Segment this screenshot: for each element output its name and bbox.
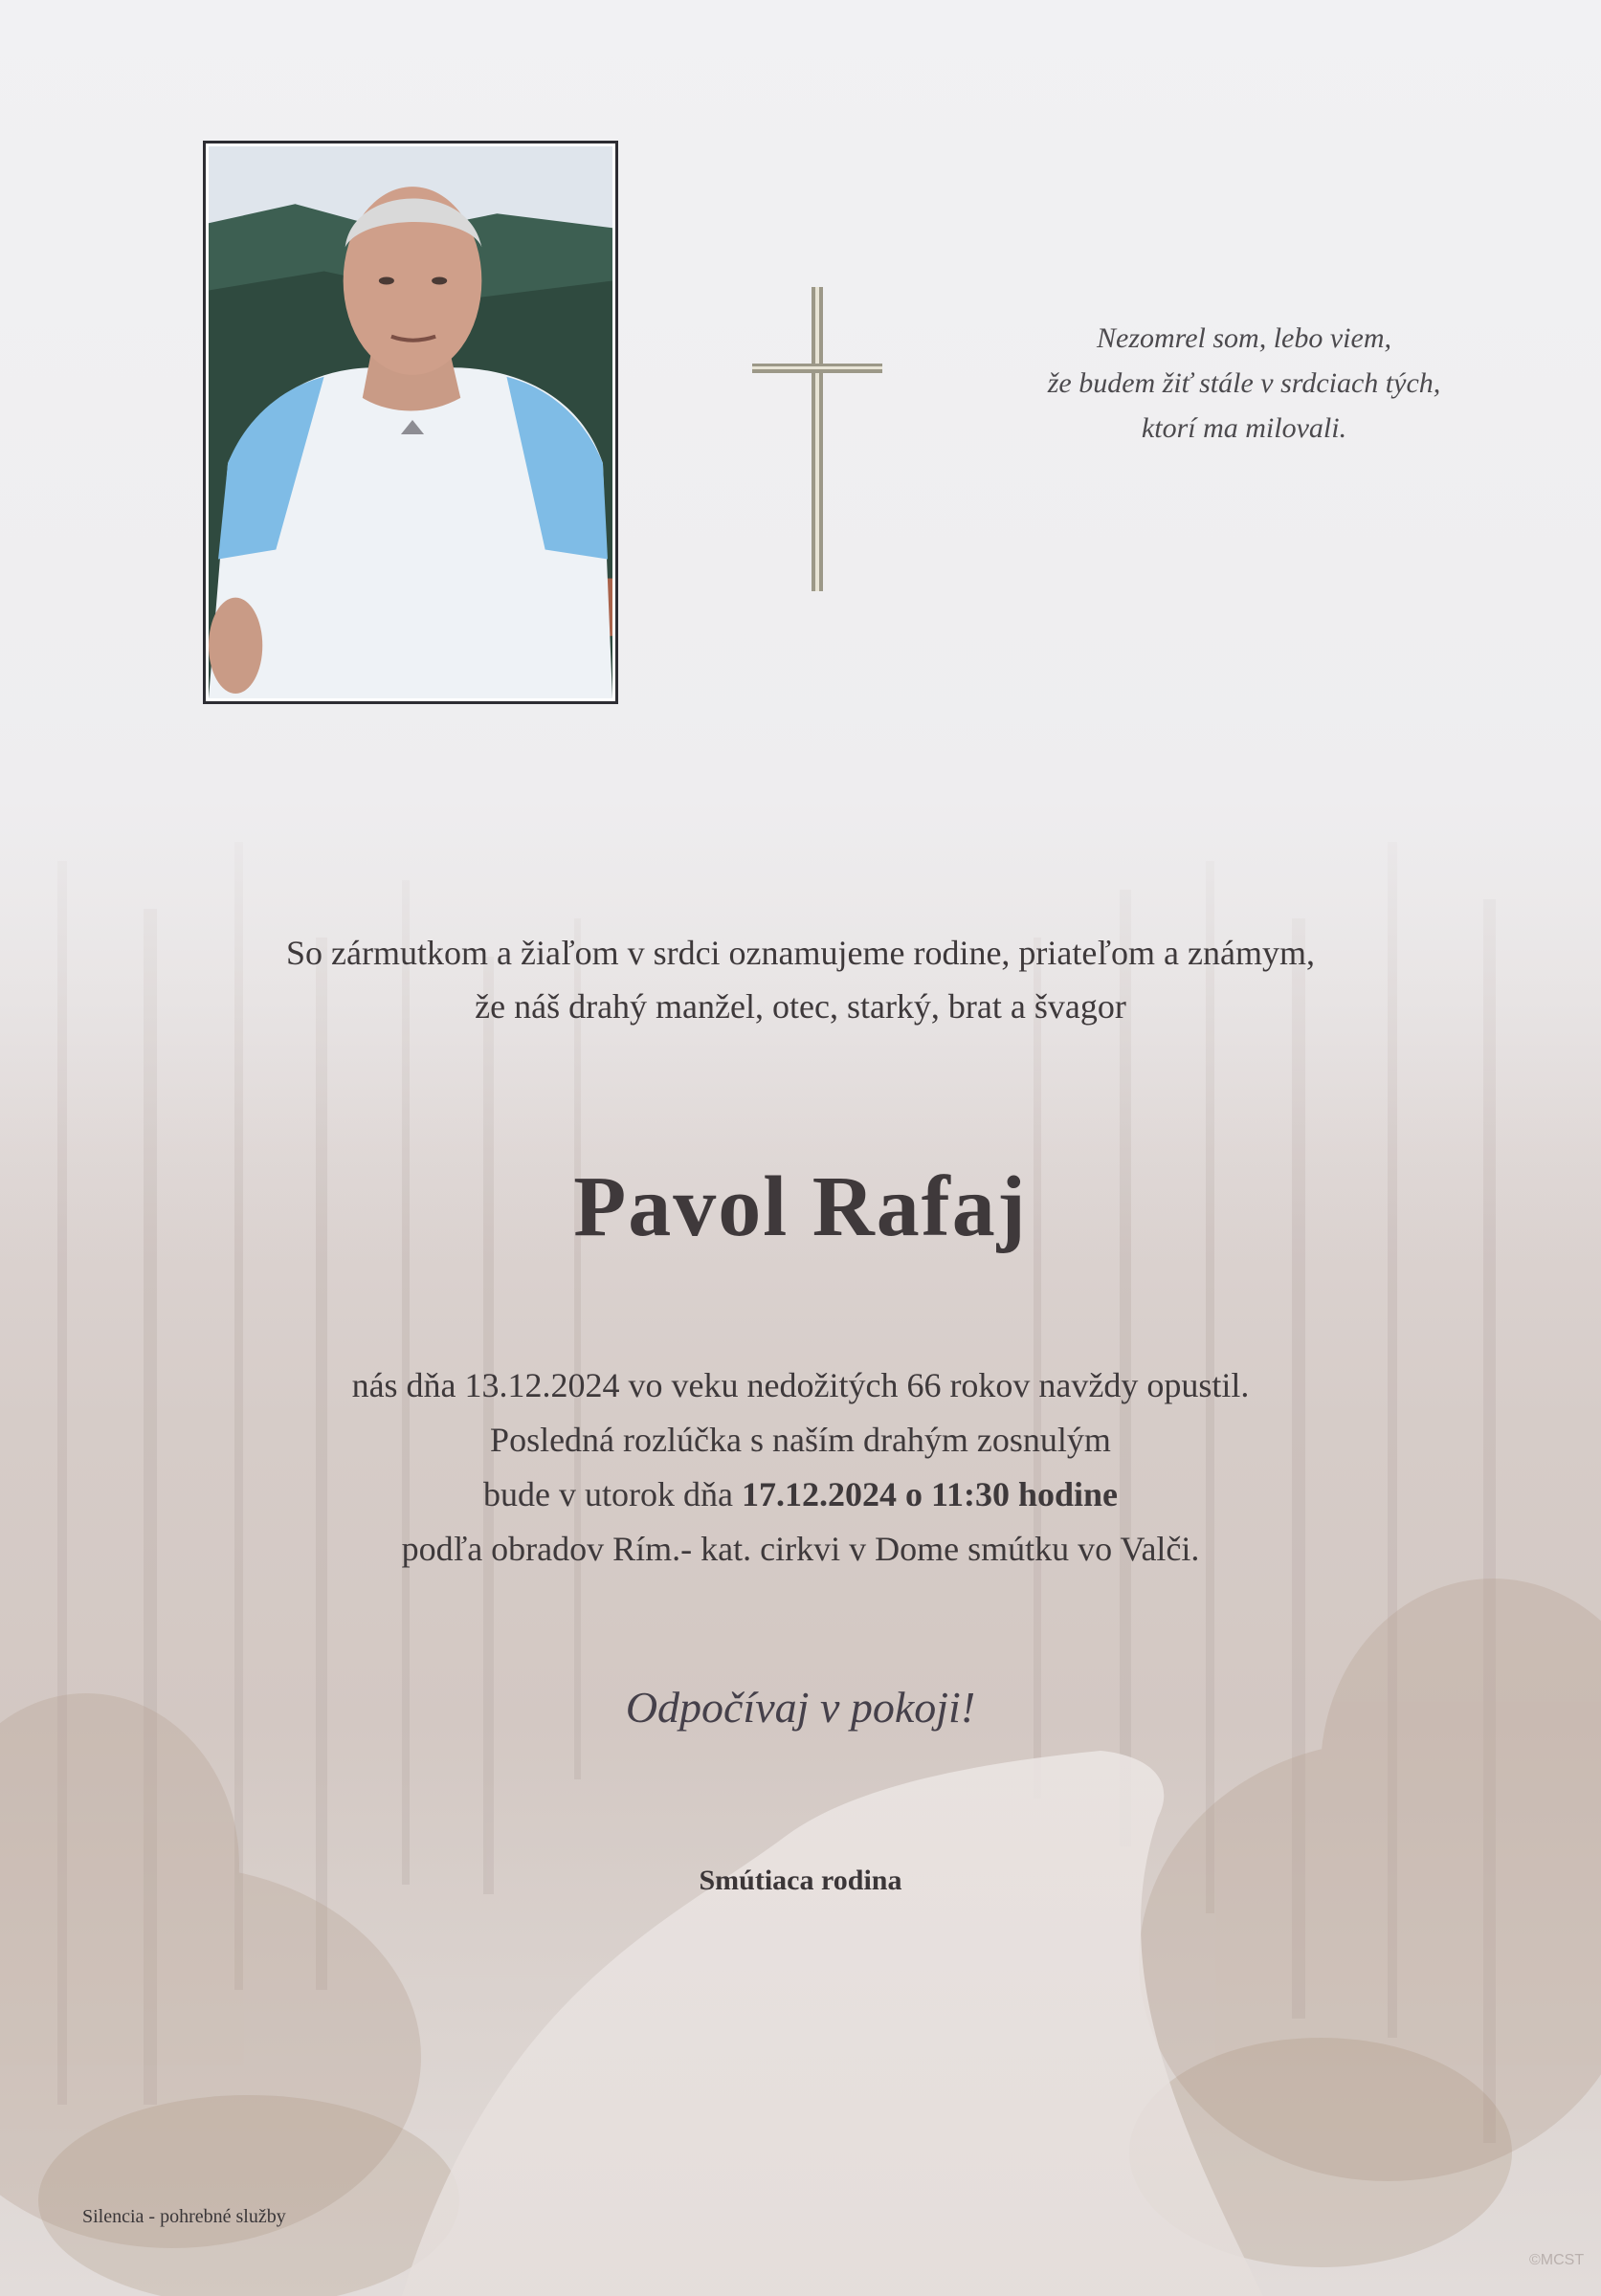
announcement-line-2: že náš drahý manžel, otec, starký, brat a švagor xyxy=(475,987,1126,1026)
details-line-1: nás dňa 13.12.2024 vo veku nedožitých 66 rokov navždy opustil. xyxy=(351,1366,1250,1404)
details-line-2: Posledná rozlúčka s naším drahým zosnulým xyxy=(490,1421,1111,1459)
funeral-service-footer: Silencia - pohrebné služby xyxy=(82,2206,286,2227)
deceased-name: Pavol Rafaj xyxy=(573,1159,1028,1254)
quote-line-3: ktorí ma milovali. xyxy=(1141,412,1347,444)
rest-in-peace: Odpočívaj v pokoji! xyxy=(625,1683,976,1732)
announcement-line-1: So zármutkom a žiaľom v srdci oznamujeme rodine, priateľom a známym, xyxy=(286,934,1315,972)
memorial-quote xyxy=(986,316,1502,451)
details-line-3-prefix: bude v utorok dňa xyxy=(483,1475,742,1513)
details-line-4: podľa obradov Rím.- kat. cirkvi v Dome smútku vo Valči. xyxy=(401,1530,1200,1568)
corner-mark: ©MCST xyxy=(1529,2252,1585,2268)
funeral-date-time: 17.12.2024 o 11:30 hodine xyxy=(741,1475,1118,1513)
quote-line-2: že budem žiť stále v srdciach tých, xyxy=(1047,367,1441,399)
quote-line-1: Nezomrel som, lebo viem, xyxy=(1097,322,1391,354)
deceased-portrait xyxy=(203,141,618,704)
mourning-family-signature: Smútiaca rodina xyxy=(699,1865,902,1896)
announcement-text xyxy=(0,926,1601,1033)
cross-icon xyxy=(752,287,882,591)
portrait-image xyxy=(209,146,612,698)
funeral-details xyxy=(0,1358,1601,1577)
details-line-3 xyxy=(0,1468,1601,1522)
